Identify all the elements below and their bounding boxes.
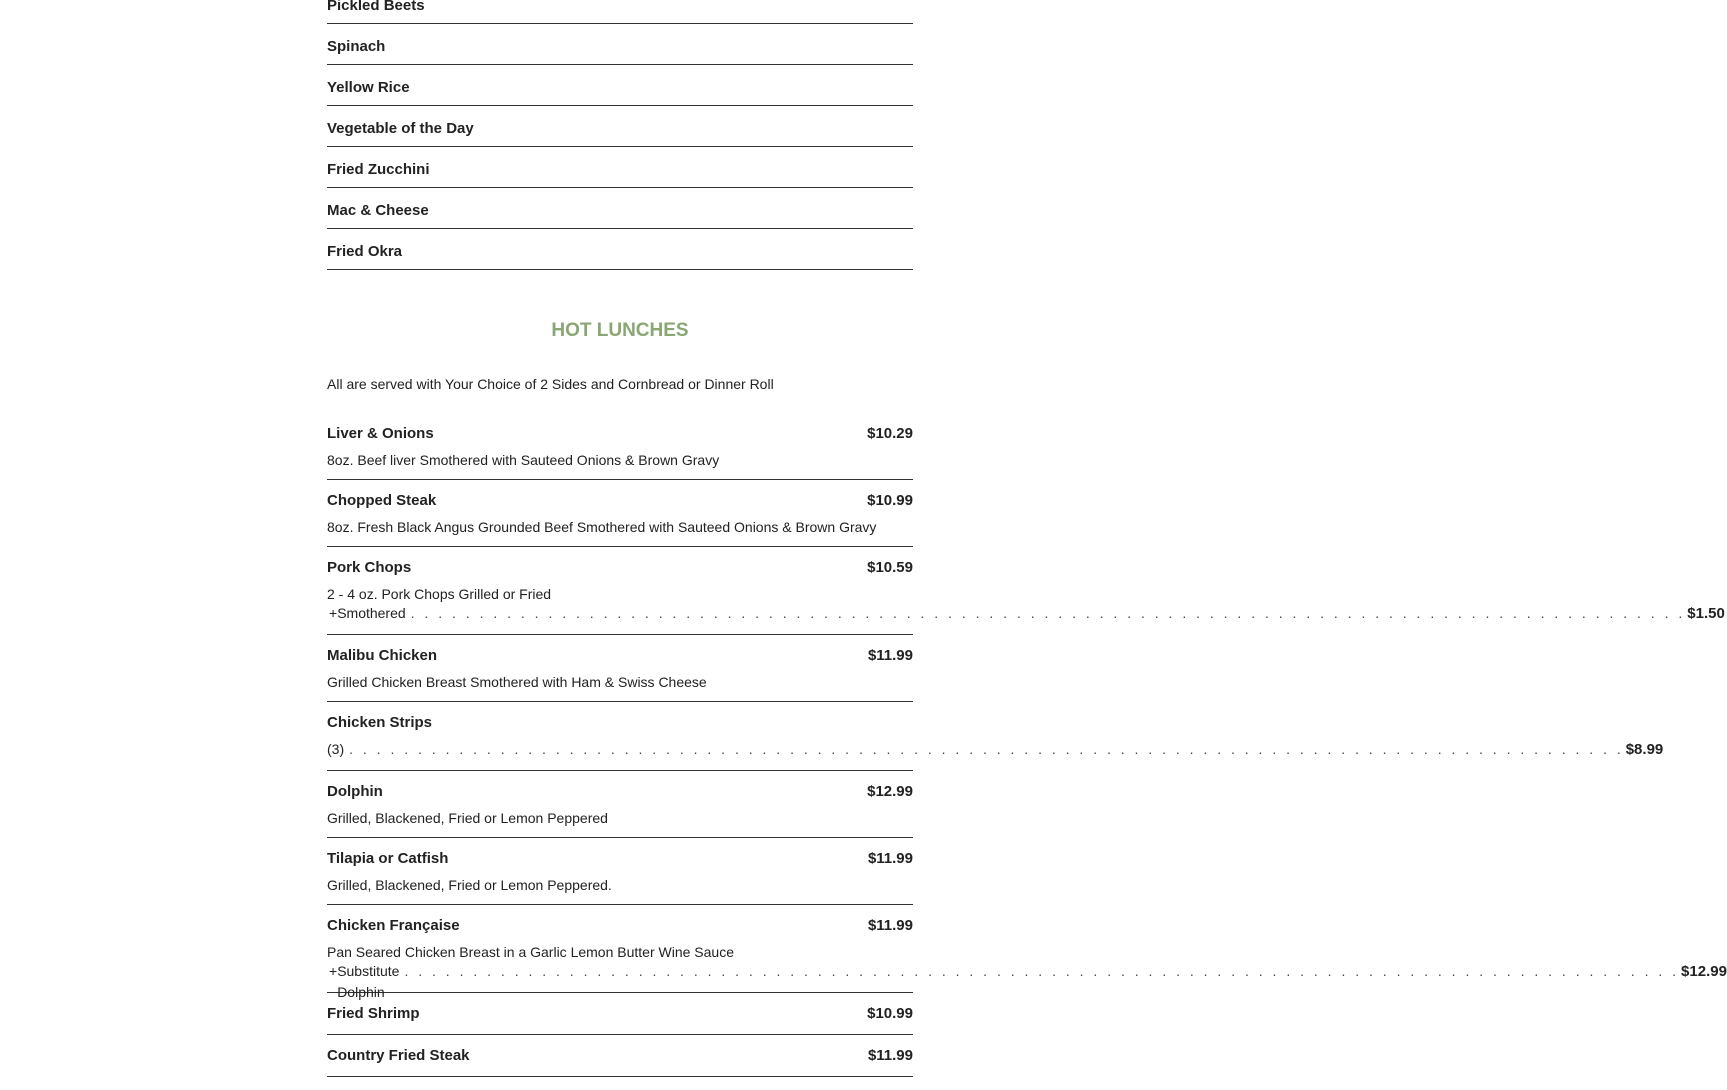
item-quantity: (3) [327,741,345,757]
item-price: $10.99 [867,1005,913,1022]
side-item: Pickled Beets [327,0,913,24]
plus-icon: + [329,605,338,621]
item-description: 8oz. Beef liver Smothered with Sauteed Onions & Brown Gravy [327,452,720,468]
quantity-row [327,739,1664,760]
item-name: Country Fried Steak [327,1047,470,1064]
addon-row [327,603,1725,624]
item-description: 8oz. Fresh Black Angus Grounded Beef Smothered with Sauteed Onions & Brown Gravy [327,519,877,535]
item-price: $10.59 [867,559,913,576]
item-name: Fried Shrimp [327,1005,420,1022]
item-description: Grilled, Blackened, Fried or Lemon Peppered. [327,877,612,893]
item-name: Malibu Chicken [327,647,438,664]
menu-column [327,0,1727,1077]
item-description: 2 - 4 oz. Pork Chops Grilled or Fried [327,586,552,602]
item-name: Chicken Strips [327,714,433,731]
addon-label: Substitute Dolphin [337,963,400,1000]
menu-entry [327,480,913,547]
menu-entry [327,702,1664,771]
item-price: $10.99 [867,492,913,509]
menu-entry [327,1035,913,1077]
item-price: $11.99 [867,850,913,867]
addon-price: $12.99 [1681,963,1727,980]
item-description: Pan Seared Chicken Breast in a Garlic Lemon Butter Wine Sauce [327,944,734,960]
side-item: Yellow Rice [327,65,913,106]
leader-dots: . . . . . . . . . . . . . . . . . . . . . . . . . . . . . . . . . . . . . . . . . . . . . . . . . . . . . . . . . . . . . . . . . . . . . . . . . . . . . . . . . . . . . . . . . . . . . [404,963,1680,979]
sides-list [327,0,913,270]
plus-icon: + [329,963,338,979]
item-price: $10.29 [867,425,913,442]
leader-dots: . . . . . . . . . . . . . . . . . . . . . . . . . . . . . . . . . . . . . . . . . . . . . . . . . . . . . . . . . . . . . . . . . . . . . . . . . . . . . . . . . . . . . . . . . . . . . [410,605,1686,621]
menu-entry [327,635,913,702]
item-name: Tilapia or Catfish [327,850,449,867]
item-name: Pork Chops [327,559,412,576]
item-description: Grilled, Blackened, Fried or Lemon Peppered [327,810,608,826]
side-item: Spinach [327,24,913,65]
item-price: $8.99 [1625,741,1664,758]
item-price: $11.99 [867,647,913,664]
section-intro: All are served with Your Choice of 2 Sides and Cornbread or Dinner Roll [327,376,774,392]
menu-entry [327,424,913,480]
side-item: Vegetable of the Day [327,106,913,147]
item-name: Liver & Onions [327,425,434,442]
item-name: Chopped Steak [327,492,437,509]
item-description: Grilled Chicken Breast Smothered with Ham & Swiss Cheese [327,674,707,690]
item-price: $11.99 [867,917,913,934]
menu-entry [327,838,913,905]
leader-dots: . . . . . . . . . . . . . . . . . . . . . . . . . . . . . . . . . . . . . . . . . . . . . . . . . . . . . . . . . . . . . . . . . . . . . . . . . . . . . . . . . . . . . . . . . . . . . [349,741,1624,757]
side-item: Fried Zucchini [327,147,913,188]
item-name: Chicken Française [327,917,460,934]
item-price: $11.99 [867,1047,913,1064]
addon-price: $1.50 [1687,605,1725,622]
hot-lunches-list [327,424,1727,1077]
item-price: $12.99 [867,783,913,800]
menu-entry [327,771,913,838]
menu-entry [327,993,913,1035]
side-item: Mac & Cheese [327,188,913,229]
addon-label: Smothered [337,605,406,621]
item-name: Dolphin [327,783,383,800]
section-title: HOT LUNCHES [551,320,689,341]
menu-entry [327,905,1727,1000]
side-item: Fried Okra [327,229,913,270]
menu-entry [327,547,1725,635]
addon-row [327,961,1727,1000]
